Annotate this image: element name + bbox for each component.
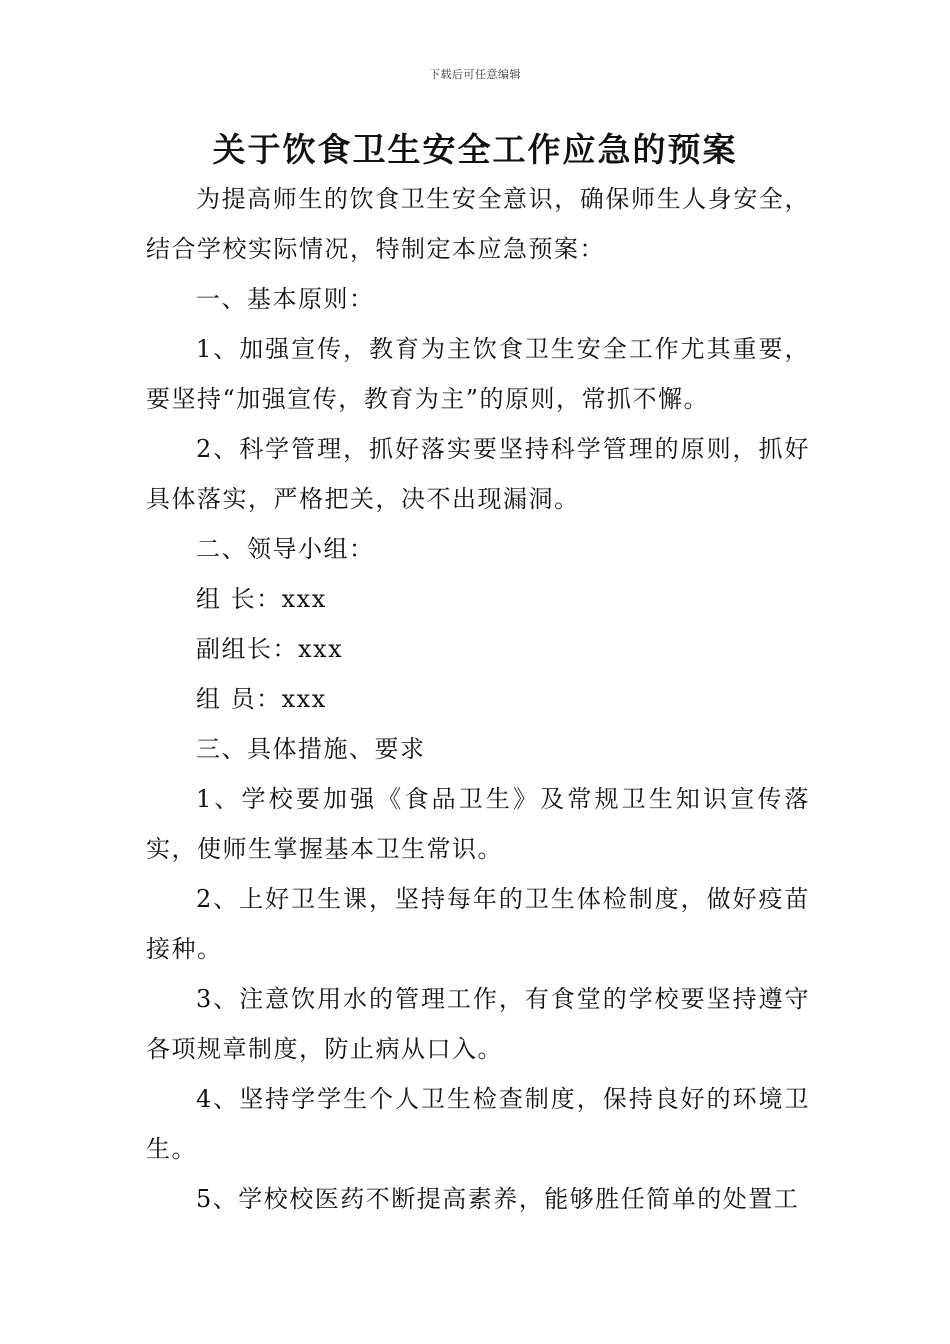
paragraph-measure-3: 3、注意饮用水的管理工作，有食堂的学校要坚持遵守各项规章制度，防止病从口入。 (146, 985, 810, 1063)
paragraph-measure-4: 4、坚持学学生个人卫生检查制度，保持良好的环境卫生。 (146, 1085, 810, 1163)
paragraph-measure-2: 2、上好卫生课，坚持每年的卫生体检制度，做好疫苗接种。 (146, 885, 810, 963)
leader-line: 组 长：xxx (196, 585, 327, 613)
header-note: 下载后可任意编辑 (429, 68, 521, 81)
paragraph-measure-5: 5、学校校医药不断提高素养，能够胜任简单的处置工 (196, 1185, 800, 1213)
section-heading-leadership: 二、领导小组： (196, 535, 375, 563)
member-line: 组 员：xxx (196, 685, 327, 713)
document-title: 关于饮食卫生安全工作应急的预案 (212, 130, 738, 169)
document-body (146, 174, 810, 1224)
paragraph-measure-1: 1、学校要加强《食品卫生》及常规卫生知识宣传落实，使师生掌握基本卫生常识。 (146, 785, 810, 863)
paragraph-intro: 为提高师生的饮食卫生安全意识，确保师生人身安全，结合学校实际情况，特制定本应急预案： (146, 185, 810, 263)
section-heading-measures: 三、具体措施、要求 (196, 735, 426, 763)
deputy-leader-line: 副组长：xxx (196, 635, 344, 663)
paragraph-principle-1: 1、加强宣传，教育为主饮食卫生安全工作尤其重要，要坚持“加强宣传，教育为主”的原则，常抓不懈。 (146, 335, 810, 413)
paragraph-principle-2: 2、科学管理，抓好落实要坚持科学管理的原则，抓好具体落实，严格把关，决不出现漏洞。 (146, 435, 810, 513)
section-heading-principles: 一、基本原则： (196, 285, 375, 313)
